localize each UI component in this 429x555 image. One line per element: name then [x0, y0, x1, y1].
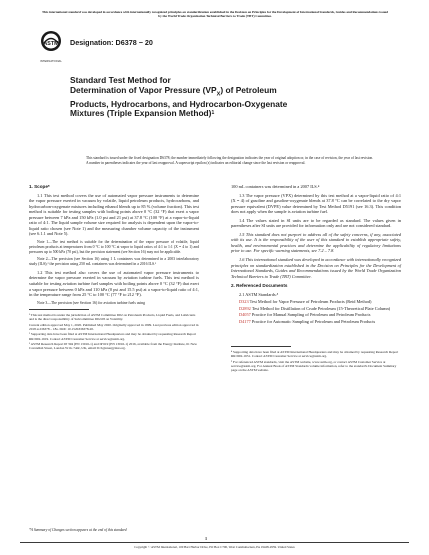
- reference-code-link[interactable]: D4057: [239, 312, 251, 318]
- logo-subtitle: INTERNATIONAL: [40, 60, 62, 63]
- reference-item[interactable]: D4057 Practice for Manual Sampling of Petroleum and Petroleum Products: [239, 312, 371, 318]
- astm-logo-icon: [40, 30, 62, 60]
- reference-item[interactable]: D4177 Practice for Automatic Sampling of Petroleum and Petroleum Products: [239, 318, 376, 324]
- left-column: [29, 184, 199, 351]
- reference-item[interactable]: D2892 Test Method for Distillation of Crude Petroleum (15-Theoretical Plate Column): [239, 305, 391, 311]
- right-column: [231, 184, 401, 374]
- title-line-4: Mixtures (Triple Expansion Method)$^1$: [70, 108, 215, 119]
- reference-code-link[interactable]: D4177: [239, 318, 251, 324]
- title-line-1: Standard Test Method for: [70, 75, 171, 85]
- paragraph-1-6: 1.6 This international standard was developed in accordance with internationally recognized principles on standardization established in the Decision on Principles for the Development of International Standards, Guides and Recommendations issued by the World Trade Organization Technical Barriers to Trade (TBT) Committee.: [231, 257, 401, 279]
- page-number: 1: [205, 536, 208, 541]
- footnote-divider: [29, 309, 89, 310]
- section-scope-heading: 1. Scope*: [29, 184, 50, 189]
- designation: Designation: D6378 − 20: [70, 38, 153, 47]
- document-title: [70, 76, 390, 119]
- footnote: ² Supporting data have been filed at ASTM International Headquarters and may be obtained by requesting Research Report RR:D02-1619. Contact ASTM Customer Service at service@astm.org.: [29, 332, 197, 341]
- header-banner: This international standard was developed in accordance with internationally recognized principles on standardization established in the Decision on Principles for the Development of International Standards, Guides and Recommendations issued by the World Trade Organization Technical Barriers to Trade (TBT) Committee.: [42, 10, 388, 19]
- footnote: ⁵ For referenced ASTM standards, visit the ASTM website, www.astm.org, or contact ASTM Customer Service at service@astm.org. For Annual Book of ASTM Standards volume information, refer to the standard's Document Summary page on the ASTM website.: [231, 359, 397, 373]
- note-3-continued: 100 mL containers was determined in a 2007 ILS.⁴: [231, 184, 320, 189]
- reference-code-link[interactable]: D323: [239, 299, 249, 305]
- title-line-3: Products, Hydrocarbons, and Hydrocarbon-Oxygenate: [70, 98, 288, 109]
- footnote-divider: [231, 346, 291, 347]
- summary-of-changes-note: *A Summary of Changes section appears at the end of this standard: [29, 528, 127, 532]
- logo-text: ASTM: [43, 41, 59, 47]
- paragraph-2-1: 2.1 ASTM Standards:⁵: [239, 291, 279, 297]
- note-2: Note 2—The precision (see Section 16) using 1 L containers was determined in a 2003 interlaboratory study (ILS);² the precision using 250 mL containers was determined in a 2016 ILS.³: [29, 257, 199, 267]
- paragraph-1-1: 1.1 This test method covers the use of automated vapor pressure instruments to determine the vapor pressure exerted in vacuum by volatile, liquid petroleum products, hydrocarbons, and hydrocarbon-oxygenate mixtures including ethanol blends up to 85 % (volume fraction). This test method is suitable for testing samples with boiling points above 0 °C (32 °F) that exert a vapor pressure between 7 kPa and 150 kPa (1.0 psi and 21 psi) at 37.8 °C (100 °F) at a vapor-to-liquid ratio of 4:1. The liquid sample volume size required for analysis is dependent upon the vapor-to-liquid ratio chosen (see Note 1) and the measuring chamber volume capacity of the instrument (see 6.1.1 and Note 5).: [29, 192, 199, 237]
- note-1: Note 1—The test method is suitable for the determination of the vapor pressure of volatile, liquid petroleum products at temperatures from 0 °C to 100 °C at vapor to liquid ratios of 4:1 to 1:1 (X = 4 to 1) and pressures up to 500 kPa (70 psi), but the precision statement (see Section 16) may not be applicable.: [29, 239, 199, 254]
- copyright-footer: Copyright © ASTM International, 100 Barr Harbor Drive, PO Box C700, West Conshohocken, PA 19428-2959. United States: [134, 545, 295, 549]
- footnote: ³ ASTM Research Report IP 394 (EN 13016-1) and IP 619 (EN 13016-1) 2016, available from the Energy Institute, 61 New Cavendish Street, London W1G 7AR, UK, email: ILS@energyinst.org.: [29, 341, 197, 351]
- footer-divider: [20, 542, 409, 543]
- footnote: ¹ This test method is under the jurisdiction of ASTM Committee D02 on Petroleum Products, Liquid Fuels, and Lubricants and is the direct responsibility of Subcommittee D02.08 on Volatility.: [29, 313, 196, 322]
- footnote: ⁴ Supporting data have been filed at ASTM International Headquarters and may be obtained by requesting Research Report RR:D02-1651. Contact ASTM Customer Service at service@astm.org.: [231, 350, 399, 359]
- section-referenced-documents-heading: 2. Referenced Documents: [231, 283, 288, 289]
- paragraph-1-3: 1.3 The vapor pressure (VPX) determined by this test method at a vapor-liquid ratio of 4:1 (X = 4) of gasoline and gasoline-oxygenate blends at 37.8 °C can be correlated to the dry vapor pressure equivalent (DVPE) value determined by Test Method D5191 (see 16.3). This condition does not apply when the sample is aviation turbine fuel.: [231, 192, 401, 215]
- title-line-2: Determination of Vapor Pressure $(VP_X)$ of Petroleum: [70, 84, 277, 98]
- paragraph-1-5: 1.5 This standard does not purport to address all of the safety concerns, if any, associated with its use. It is the responsibility of the user of this standard to establish appropriate safety, health, and environmental practices and determine the applicability of regulatory limitations prior to use. For specific warning statements, see 7.2 – 7.8.: [231, 231, 401, 254]
- reference-code-link[interactable]: D2892: [239, 305, 251, 311]
- reference-item[interactable]: D323 Test Method for Vapor Pressure of Petroleum Products (Reid Method): [239, 299, 372, 305]
- footnote: Current edition approved May 1, 2020. Published May 2020. Originally approved in 1999. Last previous edition approved in 2018 as D6378 – 18a. DOI: 10.1520/D6378-20.: [29, 322, 199, 331]
- standard-issue-note: This standard is issued under the fixed designation D6378; the number immediately following the designation indicates the year of original adoption or, in the case of revision, the year of last revision. A number in parentheses indicates the year of last reapproval. A superscript epsilon (ε) indicates an editorial change since the last revision or reapproval.: [86, 156, 374, 165]
- paragraph-1-4: 1.4 The values stated in SI units are to be regarded as standard. The values given in parentheses after SI units are provided for information only and are not considered standard.: [231, 217, 401, 229]
- paragraph-1-2: 1.2 This test method also covers the use of automated vapor pressure instruments to determine the vapor pressure exerted in vacuum by aviation turbine fuels. This test method is suitable for testing aviation turbine fuel samples with boiling points above 0 °C (32 °F) that exert a vapor pressure between 0 kPa and 110 kPa (0 psi and 15.5 psi) at a vapor-to-liquid ratio of 4:1, in the temperature range from 25 °C to 100 °C (77 °F to 212 °F).: [29, 269, 199, 298]
- note-3: Note 3—The precision (see Section 16) for aviation turbine fuels using: [37, 300, 145, 305]
